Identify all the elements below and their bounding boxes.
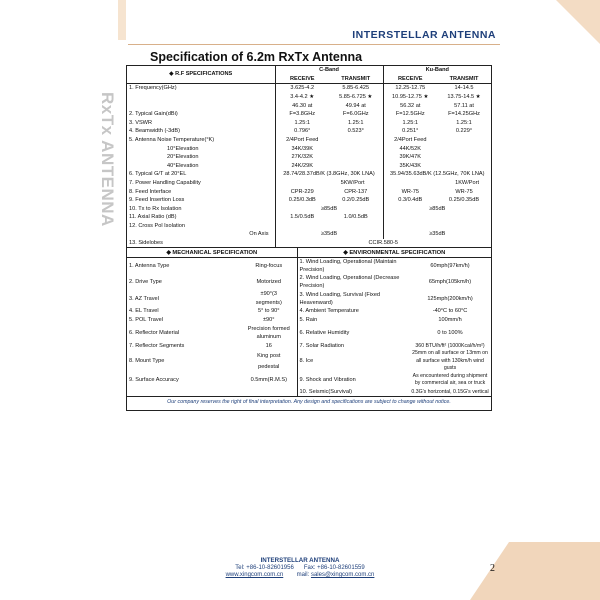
table-row: 4. EL Travel 5° to 90° 4. Ambient Temperature -40°C to 60°C [129, 308, 468, 315]
table-row: 20°Elevation 27K/32K 39K/47K [127, 153, 491, 162]
disclaimer-notice: Our company reserves the right of final interpretation. Any design and specifications are subject to change without notice. [127, 396, 491, 410]
table-row: 9. Feed Insertion Loss 0.25/0.3dB 0.2/0.25dB 0.3/0.4dB 0.25/0.35dB [129, 197, 480, 204]
table-row: 10°Elevation 34K/39K 44K/52K [127, 144, 491, 153]
table-row: 3. VSWR 1.25:1 1.25:1 1.25:1 1.25:1 [129, 119, 472, 126]
corner-decoration-left [118, 0, 126, 40]
ku-transmit-header: TRANSMIT [437, 75, 491, 84]
c-band-header: C-Band [275, 66, 383, 75]
table-row: 46.30 at 49.94 at 56.32 at 57.11 at [127, 101, 491, 110]
mechanical-header: ◆ MECHANICAL SPECIFICATION [166, 249, 258, 256]
mech-env-table: ◆ MECHANICAL SPECIFICATION ◆ ENVIRONMENTAL SPECIFICATION 1. Antenna Type Ring-focus 1. Wind Loading, Operational (Maintain Precision) 60mph(97km/h) 2. Drive Type Motorized 2. Wind Loading, Operational (Decrease Precision) 65mph(105km/h) 3. AZ Travel ±90°(3 3. Wind Loading, Survival (Fixed Heavenward) 125mph(200km/h) segments) 4. EL Travel 5° to 90° 4. Ambient Temperature -40°C to 60°C 5. POL Travel ±90° 5. Rain 100mm/h 6. Reflector Material Precision formed 6. Relative Humidity 0 to 100% aluminum 7. Reflector Segments 16 7. Solar Radiation 360 BTU/h/ft² (1000Kcal/h/m²) 8. Mount Type King post 8. Ice 25mm on all surface or 13mm on all surface with 130km/h wind gusts pedestal 9. Surface Accuracy 0.5mm(R.M.S) 9. Shock and Vibration As encountered during shipment by commercial air, sea or truck 10. Seismic(Survival) 0.3G's horizontal, 0.15G's vertical [127, 247, 491, 396]
table-row: 10. Seismic(Survival) 0.3G's horizontal, 0.15G's vertical [127, 388, 491, 397]
footer-fax: Fax: +86-10-82601559 [303, 565, 365, 571]
table-row: 4. Beamwidth (-3dB) 0.796° 0.523° 0.251° 0.229° [129, 128, 473, 135]
table-row: 7. Power Handling Capability 5KW/Port 1KW/Port [127, 179, 491, 188]
table-row: 8. Feed Interface CPR-229 CPR-137 WR-75 WR-75 [129, 188, 473, 195]
table-row: 5. Antenna Noise Temperature(°K) 2/4Port Feed 2/4Port Feed [127, 136, 491, 145]
table-row: 3.4-4.2 ★ 5.85-6.725 ★ 10.95-12.75 ★ 13.75-14.5 ★ [127, 93, 491, 102]
table-row: 1. Frequency(GHz) 3.625-4.2 5.85-6.425 12.25-12.75 14-14.5 [129, 85, 474, 92]
page-title: Specification of 6.2m RxTx Antenna [150, 50, 363, 64]
table-row: 3. AZ Travel ±90°(3 3. Wind Loading, Survival (Fixed Heavenward) 125mph(200km/h) [129, 291, 473, 306]
table-row: 10. Tx to Rx Isolation ≥85dB ≥85dB [127, 205, 491, 214]
spec-sheet [126, 65, 492, 411]
ku-receive-header: RECEIVE [383, 75, 437, 84]
c-transmit-header: TRANSMIT [329, 75, 383, 84]
table-row: On Axis ≥35dB ≥35dB [127, 230, 491, 239]
email-link[interactable]: sales@xingcom.com.cn [310, 572, 375, 578]
ku-band-header: Ku-Band [383, 66, 491, 75]
table-row: 6. Typical G/T at 20°EL 28.74/28.37dB/K (3.8GHz, 30K LNA) 35.94/35.63dB/K (12.5GHz, 70K LNA) [127, 170, 491, 179]
table-row: 12. Cross Pol Isolation [127, 222, 491, 231]
mail-label: mail: [296, 572, 310, 578]
footer-company: INTERSTELLAR ANTENNA [260, 557, 340, 564]
table-row: 6. Reflector Material Precision formed 6. Relative Humidity 0 to 100% [127, 324, 491, 333]
website-link[interactable]: www.xingcom.com.cn [225, 572, 284, 578]
rf-spec-table [127, 66, 491, 247]
table-row: 5. POL Travel ±90° 5. Rain 100mm/h [129, 317, 462, 324]
side-title [97, 92, 117, 252]
rf-header: ◆ R.F SPECIFICATIONS [127, 66, 275, 84]
table-row: 40°Elevation 24K/29K 35K/43K [127, 162, 491, 171]
table-row: 8. Mount Type King post 8. Ice 25mm on all surface or 13mm on all surface with 130km/h wind gusts [129, 350, 488, 372]
side-title-text: RxTx ANTENNA [98, 92, 117, 227]
table-row: 13. Sidelobes CCIR.580-5 [127, 239, 491, 248]
page-number: 2 [490, 563, 495, 574]
table-row: 11. Axial Ratio (dB) 1.5/0.5dB 1.0/0.5dB [127, 213, 491, 222]
footer-tel: Tel: +86-10-82601956 [235, 565, 294, 571]
header-divider [128, 44, 500, 45]
table-row: 2. Typical Gain(dBi) F=3.8GHz F=6.0GHz F=12.5GHz F=14.25GHz [129, 111, 480, 118]
table-row: 7. Reflector Segments 16 7. Solar Radiation 360 BTU/h/ft² (1000Kcal/h/m²) [129, 342, 485, 349]
c-receive-header: RECEIVE [275, 75, 329, 84]
brand-header: INTERSTELLAR ANTENNA [352, 29, 496, 41]
environmental-header: ◆ ENVIRONMENTAL SPECIFICATION [297, 248, 491, 258]
corner-decoration-right [556, 0, 600, 44]
